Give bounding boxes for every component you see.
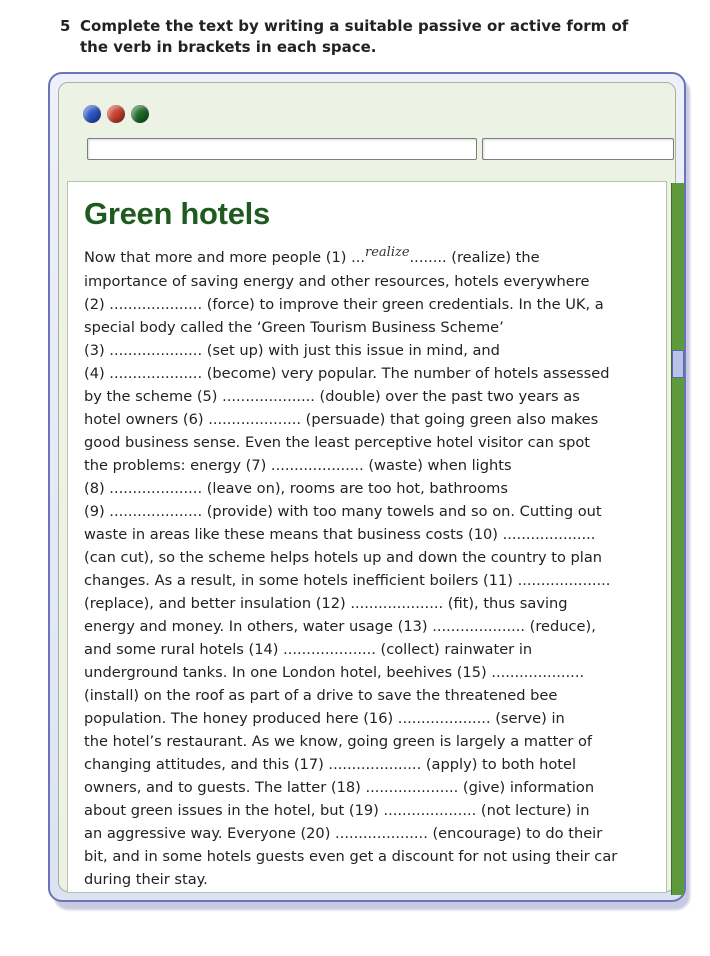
article-line: during their stay. — [84, 871, 208, 888]
line-text: ........ (realize) the — [409, 249, 540, 266]
article-line: an aggressive way. Everyone (20) .................... (encourage) to do their — [84, 825, 603, 842]
scrollbar[interactable] — [671, 183, 684, 895]
article-line: (2) .................... (force) to improve their green credentials. In the UK, a — [84, 296, 604, 313]
search-field[interactable] — [482, 138, 674, 160]
article-line: good business sense. Even the least perceptive hotel visitor can spot — [84, 434, 591, 451]
address-bar[interactable] — [87, 138, 477, 160]
article-line: changes. As a result, in some hotels inefficient boilers (11) .................... — [84, 572, 611, 589]
window-controls — [83, 105, 149, 123]
article-line: (install) on the roof as part of a drive to save the threatened bee — [84, 687, 558, 704]
article-line: and some rural hotels (14) .................... (collect) rainwater in — [84, 641, 533, 658]
article-line: waste in areas like these means that business costs (10) .................... — [84, 526, 596, 543]
window-frame — [58, 82, 676, 892]
article-line: underground tanks. In one London hotel, beehives (15) .................... — [84, 664, 585, 681]
article-line: about green issues in the hotel, but (19) .................... (not lecture) in — [84, 802, 590, 819]
article-lines — [84, 270, 659, 891]
article-content — [67, 181, 667, 893]
exercise-number: 5 — [60, 17, 71, 35]
article-line: by the scheme (5) .................... (double) over the past two years as — [84, 388, 580, 405]
article-line: (can cut), so the scheme helps hotels up and down the country to plan — [84, 549, 603, 566]
blue-dot-icon[interactable] — [83, 105, 101, 123]
article-line: the problems: energy (7) .................... (waste) when lights — [84, 457, 512, 474]
browser-window — [48, 72, 686, 902]
article-line: special body called the ‘Green Tourism Business Scheme’ — [84, 319, 504, 336]
article-line: population. The honey produced here (16) .................... (serve) in — [84, 710, 565, 727]
article-line: (3) .................... (set up) with just this issue in mind, and — [84, 342, 500, 359]
red-dot-icon[interactable] — [107, 105, 125, 123]
article-line: (replace), and better insulation (12) .................... (fit), thus saving — [84, 595, 568, 612]
article-line: hotel owners (6) .................... (persuade) that going green also makes — [84, 411, 599, 428]
exercise-instruction — [60, 16, 660, 58]
article-line: (9) .................... (provide) with too many towels and so on. Cutting out — [84, 503, 602, 520]
article-line: (8) .................... (leave on), rooms are too hot, bathrooms — [84, 480, 508, 497]
article-line: changing attitudes, and this (17) .................... (apply) to both hotel — [84, 756, 577, 773]
article-line: (4) .................... (become) very popular. The number of hotels assessed — [84, 365, 610, 382]
article-line: energy and money. In others, water usage (13) .................... (reduce), — [84, 618, 596, 635]
article-body — [84, 246, 659, 891]
line-text: Now that more and more people (1) ... — [84, 249, 366, 266]
instruction-text: Complete the text by writing a suitable passive or active form of the verb in brackets in each space. — [80, 17, 629, 56]
article-title: Green hotels — [84, 196, 270, 231]
article-line — [84, 246, 659, 270]
green-dot-icon[interactable] — [131, 105, 149, 123]
article-line: owners, and to guests. The latter (18) .................... (give) information — [84, 779, 595, 796]
article-line: bit, and in some hotels guests even get a discount for not using their car — [84, 848, 618, 865]
handwritten-answer: realize — [365, 245, 410, 260]
scrollbar-thumb[interactable] — [672, 350, 684, 378]
article-line: importance of saving energy and other resources, hotels everywhere — [84, 273, 590, 290]
article-line: the hotel’s restaurant. As we know, going green is largely a matter of — [84, 733, 593, 750]
